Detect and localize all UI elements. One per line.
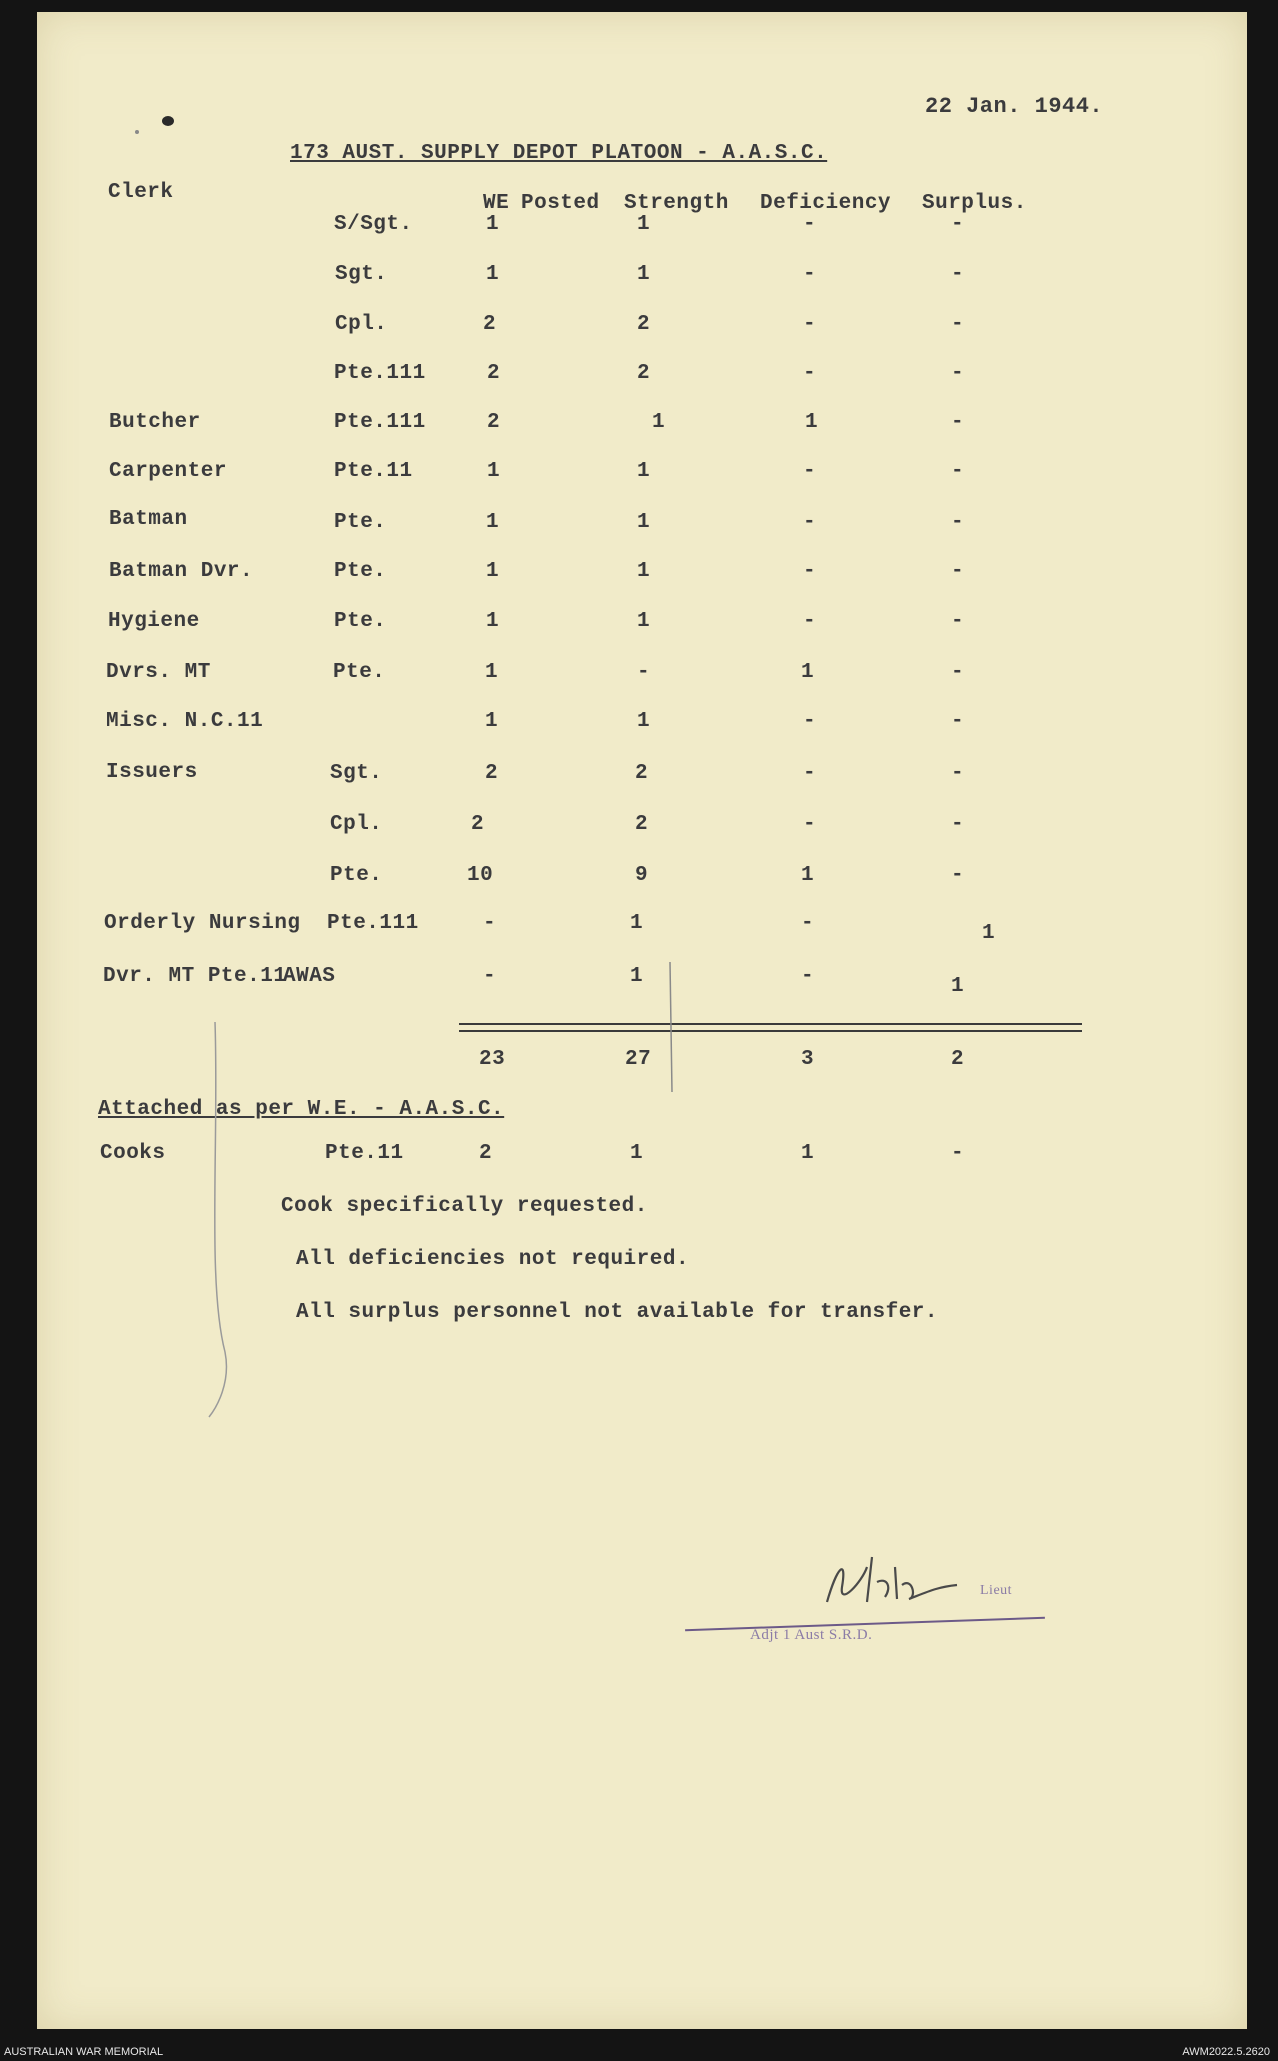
row-deficiency: -	[803, 213, 817, 236]
total-surplus: 2	[951, 1048, 965, 1071]
row-surplus: -	[951, 213, 965, 236]
row-posted: 2	[637, 362, 651, 385]
row-we: -	[483, 965, 497, 988]
row-surplus: -	[951, 864, 965, 887]
row-deficiency: 1	[801, 1142, 815, 1165]
row-posted: 1	[630, 912, 644, 935]
row-we: 10	[467, 864, 494, 887]
attached-heading: Attached as per W.E. - A.A.S.C.	[98, 1098, 505, 1121]
row-surplus: -	[951, 362, 965, 385]
row-trade: Batman Dvr.	[109, 560, 254, 583]
row-we: 2	[479, 1142, 493, 1165]
document-date: 22 Jan. 1944.	[925, 94, 1104, 119]
row-surplus: -	[951, 511, 965, 534]
total-posted: 27	[625, 1048, 652, 1071]
row-we: 2	[487, 411, 501, 434]
row-deficiency: -	[803, 460, 817, 483]
row-rank: Pte.	[334, 610, 387, 633]
row-surplus: -	[951, 762, 965, 785]
row-rank: Pte.	[330, 864, 383, 887]
row-rank: Pte.	[333, 661, 386, 684]
row-rank: Pte.11	[325, 1142, 404, 1165]
row-we: 1	[485, 661, 499, 684]
row-rank: Cpl.	[330, 813, 383, 836]
row-we: 2	[471, 813, 485, 836]
row-surplus: 1	[982, 922, 996, 945]
row-posted: 1	[637, 560, 651, 583]
note-line: All deficiencies not required.	[296, 1248, 690, 1271]
pencil-mark	[197, 1022, 257, 1422]
row-we: 2	[483, 313, 497, 336]
row-posted: 1	[630, 1142, 644, 1165]
row-deficiency: -	[803, 762, 817, 785]
row-we: 2	[485, 762, 499, 785]
row-posted: -	[637, 661, 651, 684]
row-posted: 9	[635, 864, 649, 887]
row-trade: Dvr. MT Pte.11	[103, 965, 287, 988]
hole-mark	[135, 130, 139, 134]
row-trade: Dvrs. MT	[106, 661, 211, 684]
row-we: 1	[485, 710, 499, 733]
col-header-deficiency: Deficiency	[760, 192, 892, 215]
row-posted: 1	[630, 965, 644, 988]
row-surplus: -	[951, 710, 965, 733]
row-we: 1	[486, 560, 500, 583]
row-surplus: -	[951, 313, 965, 336]
row-trade: Clerk	[108, 181, 174, 204]
row-we: 1	[486, 213, 500, 236]
row-rank: Pte.	[334, 511, 387, 534]
totals-rule	[459, 1023, 1082, 1032]
row-deficiency: -	[803, 813, 817, 836]
row-deficiency: 1	[805, 411, 819, 434]
row-posted: 1	[637, 710, 651, 733]
row-deficiency: -	[803, 362, 817, 385]
row-deficiency: 1	[801, 864, 815, 887]
row-trade: Carpenter	[109, 460, 227, 483]
row-posted: 1	[637, 610, 651, 633]
row-rank: Pte.111	[334, 411, 426, 434]
row-rank: Pte.111	[334, 362, 426, 385]
footer-accession: AWM2022.5.2620	[1182, 2046, 1270, 2058]
signature-stamp	[677, 1547, 1097, 1667]
row-rank: Pte.11	[334, 460, 413, 483]
row-we: -	[483, 912, 497, 935]
row-rank: Pte.	[334, 560, 387, 583]
row-deficiency: -	[803, 560, 817, 583]
row-posted: 1	[652, 411, 666, 434]
row-deficiency: -	[803, 610, 817, 633]
row-deficiency: -	[803, 710, 817, 733]
row-surplus: -	[951, 1142, 965, 1165]
row-trade: Misc. N.C.11	[106, 710, 264, 733]
row-posted: 1	[637, 460, 651, 483]
row-we: 1	[486, 610, 500, 633]
row-deficiency: 1	[801, 661, 815, 684]
row-rank: S/Sgt.	[334, 213, 413, 236]
row-posted: 1	[637, 263, 651, 286]
row-surplus: -	[951, 560, 965, 583]
row-deficiency: -	[801, 965, 815, 988]
row-we: 1	[486, 511, 500, 534]
row-trade: Butcher	[109, 411, 201, 434]
row-posted: 1	[637, 511, 651, 534]
row-posted: 2	[635, 762, 649, 785]
row-we: 1	[486, 263, 500, 286]
total-we: 23	[479, 1048, 506, 1071]
row-surplus: -	[951, 813, 965, 836]
row-trade: Batman	[109, 508, 188, 531]
col-header-surplus: Surplus.	[922, 192, 1027, 215]
row-surplus: -	[951, 610, 965, 633]
row-rank: Sgt.	[330, 762, 383, 785]
row-trade: Cooks	[100, 1142, 166, 1165]
row-trade: Orderly Nursing	[104, 912, 301, 935]
row-deficiency: -	[803, 313, 817, 336]
signature	[817, 1547, 977, 1617]
note-line: All surplus personnel not available for transfer.	[296, 1301, 939, 1324]
row-deficiency: -	[801, 912, 815, 935]
row-trade: Issuers	[106, 761, 198, 784]
row-trade: Hygiene	[108, 610, 200, 633]
row-surplus: -	[951, 263, 965, 286]
row-rank: Cpl.	[335, 313, 388, 336]
row-posted: 2	[637, 313, 651, 336]
row-deficiency: -	[803, 263, 817, 286]
document-heading: 173 AUST. SUPPLY DEPOT PLATOON - A.A.S.C.	[290, 142, 828, 165]
row-deficiency: -	[803, 511, 817, 534]
note-line: Cook specifically requested.	[281, 1195, 648, 1218]
row-rank: Pte.111	[327, 912, 419, 935]
col-header-we: WE	[483, 192, 510, 215]
row-we: 1	[487, 460, 501, 483]
row-surplus: -	[951, 661, 965, 684]
col-header-strength: Strength	[624, 192, 729, 215]
footer-credit: AUSTRALIAN WAR MEMORIAL	[4, 2046, 164, 2058]
document-page	[37, 12, 1247, 2029]
stamp-title: Adjt 1 Aust S.R.D.	[750, 1627, 873, 1643]
row-surplus: 1	[951, 975, 965, 998]
row-rank: Sgt.	[335, 263, 388, 286]
total-deficiency: 3	[801, 1048, 815, 1071]
pencil-mark	[662, 962, 682, 1102]
row-posted: 1	[637, 213, 651, 236]
row-rank: AWAS	[283, 965, 336, 988]
hole-mark	[162, 116, 174, 126]
col-header-posted: Posted	[521, 192, 600, 215]
row-surplus: -	[951, 460, 965, 483]
row-surplus: -	[951, 411, 965, 434]
row-posted: 2	[635, 813, 649, 836]
row-we: 2	[487, 362, 501, 385]
stamp-rank: Lieut	[980, 1583, 1013, 1598]
